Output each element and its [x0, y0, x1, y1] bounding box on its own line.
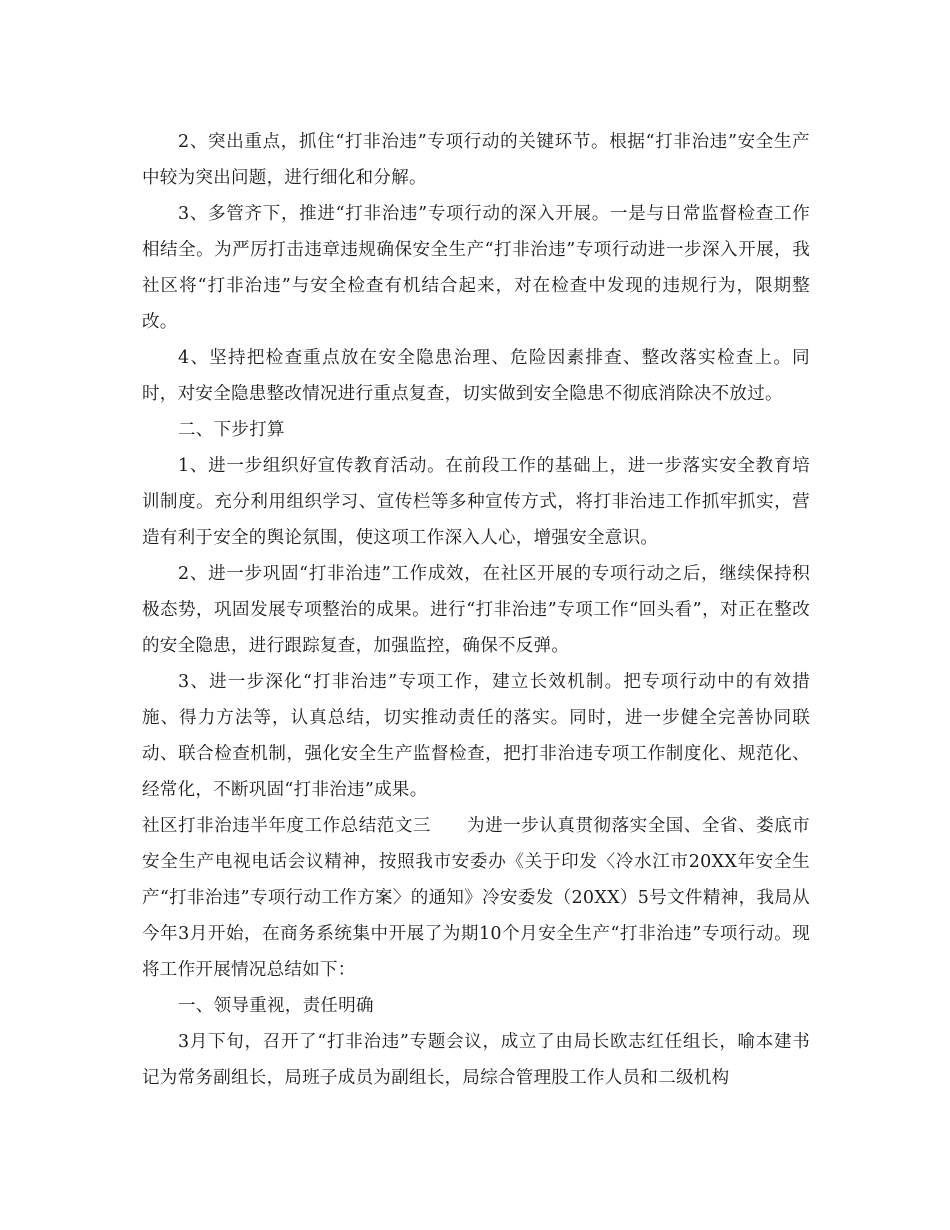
paragraph-inspection-focus: 4、坚持把检查重点放在安全隐患治理、危险因素排查、整改落实检查上。同时，对安全隐患整改情况进行重点复查，切实做到安全隐患不彻底消除决不放过。: [142, 348, 810, 404]
section-heading-next-steps: 二、下步打算: [178, 420, 285, 440]
paragraph-consolidate: 2、进一步巩固“打非治违”工作成效，在社区开展的专项行动之后，继续保持积极态势，巩固发展专项整治的成果。进行“打非治违”专项工作“回头看”，对正在整改的安全隐患，进行跟踪复查，加强监控，确保不反弹。: [142, 564, 810, 656]
paragraph-long-term-mechanism: 3、进一步深化“打非治违”专项工作，建立长效机制。把专项行动中的有效措施、得力方法等，认真总结，切实推动责任的落实。同时，进一步健全完善协同联动、联合检查机制，强化安全生产监督检查，把打非治违专项工作制度化、规范化、经常化，不断巩固“打非治违”成果。: [142, 672, 810, 800]
paragraph-meeting: 3月下旬，召开了“打非治违”专题会议，成立了由局长欧志红任组长，喻本建书记为常务副组长，局班子成员为副组长，局综合管理股工作人员和二级机构: [142, 1032, 810, 1088]
document-body: [142, 124, 810, 1096]
section-heading-leadership: 一、领导重视，责任明确: [178, 996, 374, 1016]
paragraph-key-points: 2、突出重点，抓住“打非治违”专项行动的关键环节。根据“打非治违”安全生产中较为突出问题，进行细化和分解。: [142, 132, 810, 188]
paragraph-sample-three-intro: 社区打非治违半年度工作总结范文三 为进一步认真贯彻落实全国、全省、娄底市安全生产电视电话会议精神，按照我市安委办《关于印发〈冷水江市20XX年安全生产“打非治违”专项行动工作方案〉的通知》冷安委发（20XX）5号文件精神，我局从今年3月开始，在商务系统集中开展了为期10个月安全生产“打非治违”专项行动。现将工作开展情况总结如下：: [142, 816, 810, 980]
paragraph-multi-measures: 3、多管齐下，推进“打非治违”专项行动的深入开展。一是与日常监督检查工作相结全。为严厉打击违章违规确保安全生产“打非治违”专项行动进一步深入开展，我社区将“打非治违”与安全检查有机结合起来，对在检查中发现的违规行为，限期整改。: [142, 204, 810, 332]
paragraph-education: 1、进一步组织好宣传教育活动。在前段工作的基础上，进一步落实安全教育培训制度。充分利用组织学习、宣传栏等多种宣传方式，将打非治违工作抓牢抓实，营造有利于安全的舆论氛围，使这项工作深入人心，增强安全意识。: [142, 456, 810, 548]
